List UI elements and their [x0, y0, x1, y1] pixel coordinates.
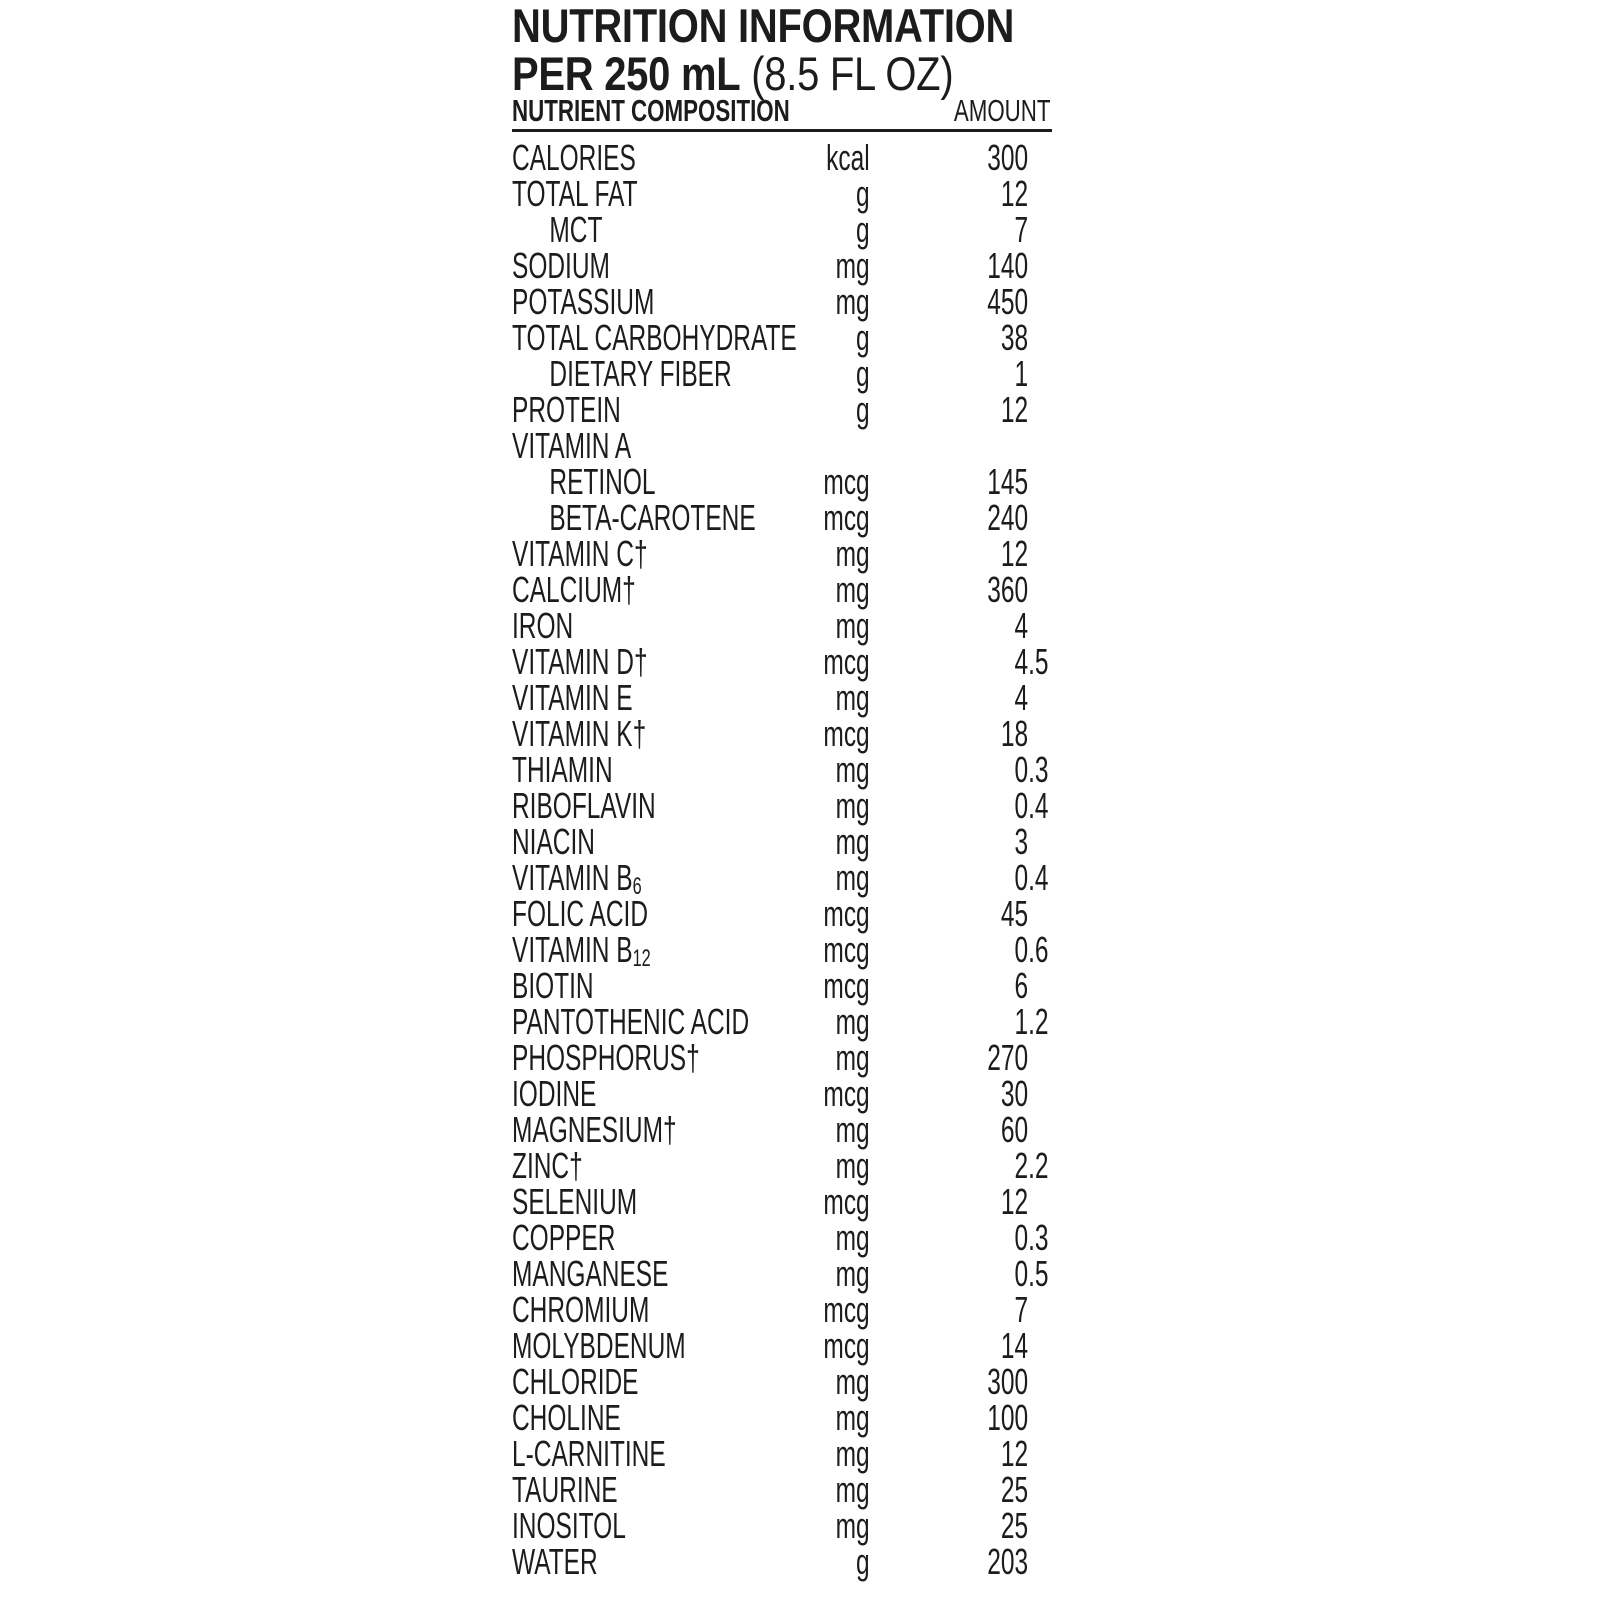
nutrient-amount-frac: [1028, 1436, 1052, 1472]
nutrient-amount: 300: [987, 137, 1029, 178]
nutrient-amount: 4: [1014, 605, 1029, 646]
table-column-header: [512, 94, 1051, 128]
nutrient-amount-frac: [1028, 1364, 1052, 1400]
nutrient-name: VITAMIN K†: [512, 713, 647, 754]
nutrient-name: TOTAL CARBOHYDRATE: [512, 317, 797, 358]
nutrient-amount-frac: .2: [1028, 1145, 1049, 1186]
nutrient-name: RIBOFLAVIN: [512, 785, 656, 826]
nutrient-amount-frac: [1028, 464, 1052, 500]
table-row: [512, 1361, 1052, 1402]
nutrient-unit: mg: [835, 1145, 870, 1186]
nutrient-unit: g: [856, 1541, 870, 1582]
nutrient-name: VITAMIN A: [512, 425, 632, 466]
nutrient-amount-frac: [1028, 1040, 1052, 1076]
nutrient-name: COPPER: [512, 1217, 616, 1258]
nutrient-amount-frac: [1028, 680, 1052, 716]
nutrient-amount-frac: [1028, 500, 1052, 536]
nutrient-amount-frac: [1028, 1328, 1052, 1364]
nutrient-unit: g: [856, 389, 870, 430]
nutrient-name: PHOSPHORUS†: [512, 1037, 700, 1078]
nutrient-amount: 270: [987, 1037, 1029, 1078]
nutrient-amount: 14: [1000, 1325, 1029, 1366]
nutrient-amount-frac: [1028, 1076, 1052, 1112]
serving-size-regular: (8.5 FL OZ): [740, 47, 954, 100]
serving-size-line: [512, 47, 1014, 100]
nutrient-name: FOLIC ACID: [512, 893, 649, 934]
nutrient-amount: 12: [1000, 1181, 1029, 1222]
nutrient-amount: 0: [1014, 1253, 1029, 1294]
nutrient-amount: 30: [1000, 1073, 1029, 1114]
table-row: [512, 497, 1052, 538]
nutrient-amount-frac: [1028, 212, 1052, 248]
nutrient-name: RETINOL: [549, 461, 656, 502]
nutrient-amount: 2: [1014, 1145, 1029, 1186]
nutrient-unit: mg: [835, 677, 870, 718]
nutrient-name: SELENIUM: [512, 1181, 638, 1222]
nutrient-unit: mcg: [823, 1181, 870, 1222]
nutrient-amount-frac: [1028, 1508, 1052, 1544]
nutrient-unit: g: [856, 317, 870, 358]
nutrient-amount-frac: [1028, 176, 1052, 212]
table-row: [512, 569, 1052, 610]
nutrient-amount: 7: [1014, 1289, 1029, 1330]
nutrient-name: MCT: [549, 209, 603, 250]
table-row: [512, 857, 1052, 900]
table-row: [512, 533, 1052, 574]
nutrient-amount-frac: [1028, 824, 1052, 860]
nutrient-unit: mcg: [823, 641, 870, 682]
nutrient-amount-frac: [1028, 896, 1052, 932]
nutrient-name: VITAMIN B12: [512, 929, 651, 972]
header-rule: [512, 129, 1052, 132]
nutrient-name: VITAMIN C†: [512, 533, 648, 574]
nutrient-name: POTASSIUM: [512, 281, 655, 322]
table-row: [512, 173, 1052, 214]
nutrient-unit: mg: [835, 1505, 870, 1546]
nutrient-amount: 7: [1014, 209, 1029, 250]
subscript: 6: [632, 873, 642, 900]
nutrient-unit: mcg: [823, 893, 870, 934]
nutrient-name: DIETARY FIBER: [549, 353, 732, 394]
table-row: [512, 317, 1052, 358]
nutrient-amount: 3: [1014, 821, 1029, 862]
nutrient-amount: 60: [1000, 1109, 1029, 1150]
nutrient-amount: 0: [1014, 1217, 1029, 1258]
nutrient-amount: 1: [1014, 353, 1029, 394]
page-title: NUTRITION INFORMATION: [512, 0, 1015, 52]
table-row: [512, 965, 1052, 1006]
nutrient-unit: mg: [835, 1397, 870, 1438]
nutrient-name: CHLORIDE: [512, 1361, 639, 1402]
nutrient-unit: kcal: [826, 137, 870, 178]
nutrient-amount: 240: [987, 497, 1029, 538]
nutrient-name: CALCIUM†: [512, 569, 636, 610]
table-row: [512, 605, 1052, 646]
nutrient-table: [512, 137, 1052, 1582]
nutrient-name: INOSITOL: [512, 1505, 626, 1546]
nutrient-amount: 300: [987, 1361, 1029, 1402]
nutrient-amount-frac: [1028, 968, 1052, 1004]
nutrient-name: CHOLINE: [512, 1397, 621, 1438]
table-row: [512, 893, 1052, 934]
nutrient-name: MAGNESIUM†: [512, 1109, 677, 1150]
nutrient-amount-frac: .5: [1028, 1253, 1049, 1294]
table-row: [512, 1109, 1052, 1150]
nutrient-name: PROTEIN: [512, 389, 621, 430]
nutrient-amount-frac: .3: [1028, 749, 1049, 790]
nutrient-unit: mcg: [823, 1325, 870, 1366]
nutrient-name: VITAMIN D†: [512, 641, 648, 682]
nutrient-amount: 12: [1000, 389, 1029, 430]
subscript: 12: [632, 945, 651, 972]
nutrient-unit: mg: [835, 605, 870, 646]
nutrient-amount: 145: [987, 461, 1029, 502]
nutrient-name: SODIUM: [512, 245, 610, 286]
table-row: [512, 281, 1052, 322]
nutrient-amount-frac: .4: [1028, 785, 1049, 826]
nutrient-amount-frac: [1028, 320, 1052, 356]
nutrient-name: CHROMIUM: [512, 1289, 650, 1330]
table-row: [512, 1469, 1052, 1510]
nutrient-unit: [774, 428, 869, 464]
nutrient-unit: mg: [835, 749, 870, 790]
nutrient-unit: mg: [835, 1037, 870, 1078]
table-row: [512, 353, 1052, 394]
table-row: [512, 137, 1052, 178]
table-row: [512, 1073, 1052, 1114]
nutrient-name: TOTAL FAT: [512, 173, 638, 214]
table-row: [512, 1181, 1052, 1222]
nutrient-unit: mcg: [823, 965, 870, 1006]
nutrient-amount: 4: [1014, 641, 1029, 682]
nutrient-amount: 450: [987, 281, 1029, 322]
nutrient-amount: 100: [987, 1397, 1029, 1438]
nutrient-unit: mg: [835, 281, 870, 322]
nutrient-amount-frac: [1028, 356, 1052, 392]
table-row: [512, 1433, 1052, 1474]
nutrient-amount-frac: .2: [1028, 1001, 1049, 1042]
nutrient-amount: 12: [1000, 533, 1029, 574]
table-row: [512, 209, 1052, 250]
nutrient-amount-frac: [1028, 392, 1052, 428]
nutrient-unit: mg: [835, 1433, 870, 1474]
nutrient-amount: 0: [1014, 929, 1029, 970]
table-row: [512, 821, 1052, 862]
table-row: [512, 1289, 1052, 1330]
nutrient-unit: mg: [835, 1217, 870, 1258]
nutrient-unit: mg: [835, 533, 870, 574]
nutrient-amount-frac: [1028, 716, 1052, 752]
table-row: [512, 245, 1052, 286]
nutrient-amount-frac: [1028, 572, 1052, 608]
nutrient-amount: 12: [1000, 173, 1029, 214]
nutrient-unit: mcg: [823, 1073, 870, 1114]
nutrient-name: MANGANESE: [512, 1253, 669, 1294]
title-block: [512, 2, 1014, 98]
nutrient-amount: 0: [1014, 785, 1029, 826]
nutrient-name: IRON: [512, 605, 574, 646]
nutrient-name: TAURINE: [512, 1469, 618, 1510]
nutrient-amount: [870, 428, 1028, 464]
nutrient-name: MOLYBDENUM: [512, 1325, 686, 1366]
nutrient-unit: g: [856, 209, 870, 250]
nutrient-amount-frac: [1028, 1544, 1052, 1580]
nutrient-name: BIOTIN: [512, 965, 594, 1006]
nutrient-amount-frac: [1028, 536, 1052, 572]
nutrient-name: VITAMIN E: [512, 677, 633, 718]
nutrient-unit: mg: [835, 1469, 870, 1510]
table-row: [512, 389, 1052, 430]
table-row: [512, 461, 1052, 502]
table-row: [512, 677, 1052, 718]
nutrient-amount: 140: [987, 245, 1029, 286]
nutrient-unit: mg: [835, 821, 870, 862]
nutrient-amount-frac: .5: [1028, 641, 1049, 682]
nutrient-amount: 12: [1000, 1433, 1029, 1474]
nutrient-amount-frac: [1028, 1184, 1052, 1220]
column-header-amount: AMOUNT: [953, 93, 1051, 128]
nutrient-unit: mcg: [823, 497, 870, 538]
nutrient-name: WATER: [512, 1541, 598, 1582]
table-row: [512, 1217, 1052, 1258]
nutrient-amount: 1: [1014, 1001, 1029, 1042]
nutrient-unit: mcg: [823, 1289, 870, 1330]
nutrient-name: IODINE: [512, 1073, 597, 1114]
nutrient-unit: mg: [835, 1001, 870, 1042]
table-row: [512, 1505, 1052, 1546]
nutrient-amount-frac: .3: [1028, 1217, 1049, 1258]
table-row: [512, 1001, 1052, 1042]
nutrient-unit: mg: [835, 857, 870, 898]
table-row: [512, 425, 1052, 466]
nutrient-name: L-CARNITINE: [512, 1433, 666, 1474]
nutrient-amount-frac: .6: [1028, 929, 1049, 970]
nutrient-amount-frac: [1028, 1292, 1052, 1328]
nutrient-unit: mg: [835, 569, 870, 610]
nutrient-unit: mcg: [823, 713, 870, 754]
nutrient-amount: 38: [1000, 317, 1029, 358]
table-row: [512, 1145, 1052, 1186]
nutrient-unit: mg: [835, 1109, 870, 1150]
table-row: [512, 785, 1052, 826]
table-row: [512, 1541, 1052, 1582]
nutrient-amount: 25: [1000, 1469, 1029, 1510]
nutrient-unit: mg: [835, 1253, 870, 1294]
table-row: [512, 1325, 1052, 1366]
nutrient-name: THIAMIN: [512, 749, 613, 790]
nutrient-amount: 0: [1014, 749, 1029, 790]
nutrient-amount-frac: [1028, 284, 1052, 320]
nutrient-amount: 45: [1000, 893, 1029, 934]
nutrient-name: ZINC†: [512, 1145, 583, 1186]
nutrient-unit: g: [856, 173, 870, 214]
nutrient-name: VITAMIN B6: [512, 857, 642, 900]
nutrient-unit: mg: [835, 785, 870, 826]
nutrient-unit: mg: [835, 1361, 870, 1402]
table-row: [512, 1397, 1052, 1438]
nutrient-amount: 6: [1014, 965, 1029, 1006]
nutrient-name: CALORIES: [512, 137, 636, 178]
nutrient-amount: 25: [1000, 1505, 1029, 1546]
nutrient-amount-frac: [1028, 1400, 1052, 1436]
nutrient-amount: 360: [987, 569, 1029, 610]
nutrient-amount-frac: [1028, 608, 1052, 644]
table-row: [512, 641, 1052, 682]
nutrient-name: BETA-CAROTENE: [549, 497, 756, 538]
nutrient-amount-frac: [1028, 428, 1052, 464]
nutrient-unit: g: [856, 353, 870, 394]
nutrient-amount: 0: [1014, 857, 1029, 898]
nutrient-unit: mcg: [823, 461, 870, 502]
nutrient-name: NIACIN: [512, 821, 595, 862]
nutrient-unit: mcg: [823, 929, 870, 970]
nutrient-amount-frac: [1028, 1112, 1052, 1148]
nutrient-unit: mg: [835, 245, 870, 286]
nutrient-amount-frac: .4: [1028, 857, 1049, 898]
serving-size-bold: PER 250 mL: [512, 47, 741, 100]
table-row: [512, 1037, 1052, 1078]
nutrient-amount-frac: [1028, 248, 1052, 284]
nutrient-name: PANTOTHENIC ACID: [512, 1001, 750, 1042]
table-row: [512, 1253, 1052, 1294]
nutrient-amount: 18: [1000, 713, 1029, 754]
nutrient-amount: 203: [987, 1541, 1029, 1582]
table-row: [512, 929, 1052, 972]
nutrient-amount: 4: [1014, 677, 1029, 718]
nutrient-amount-frac: [1028, 1472, 1052, 1508]
table-row: [512, 749, 1052, 790]
nutrient-amount-frac: [1028, 140, 1052, 176]
table-row: [512, 713, 1052, 754]
column-header-nutrient: NUTRIENT COMPOSITION: [512, 93, 790, 128]
